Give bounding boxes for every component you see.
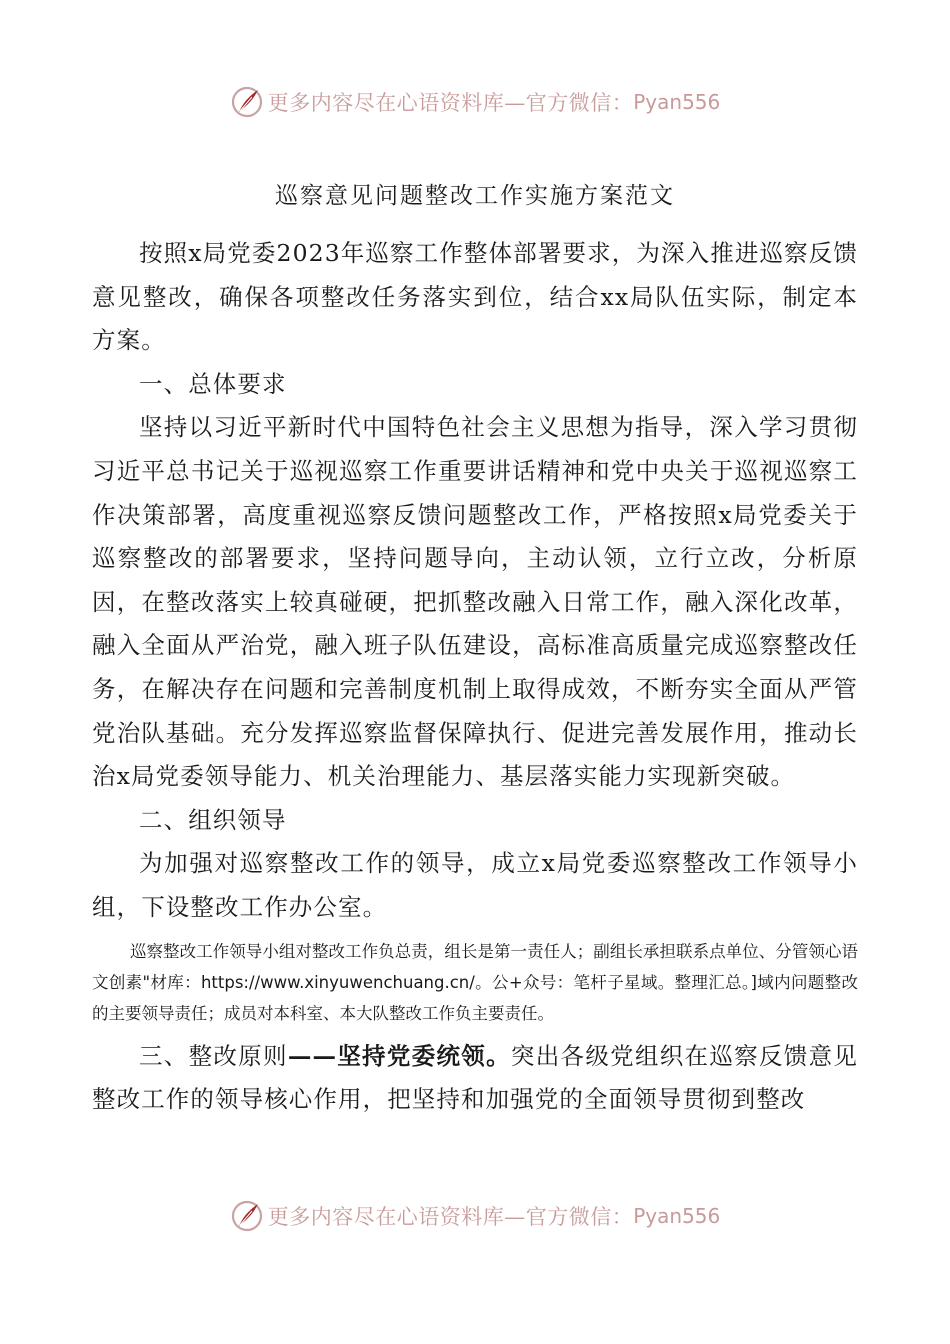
document-title: 巡察意见问题整改工作实施方案范文 xyxy=(275,183,675,209)
quill-logo-icon xyxy=(230,1199,264,1233)
section-3-bold-lead: ——坚持党委统领。 xyxy=(287,1041,511,1070)
watermark-header xyxy=(0,82,950,122)
section-3-heading: 三、整改原则 xyxy=(139,1041,288,1070)
section-3-paragraph xyxy=(92,1035,858,1122)
section-2-paragraph: 为加强对巡察整改工作的领导，成立x局党委巡察整改工作领导小组，下设整改工作办公室。 xyxy=(92,849,858,921)
inserted-note-paragraph: 巡察整改工作领导小组对整改工作负总责，组长是第一责任人；副组长承担联系点单位、分管领心语文创素"材库：https://www.xinyuwenchuang.cn/。公+众号：笔杆子星域。整理汇总。]域内问题整改的主要领导责任；成员对本科室、本大队整改工作负主要责任。 xyxy=(92,941,858,1023)
watermark-wechat-id: Pyan556 xyxy=(633,90,721,114)
document-body xyxy=(92,232,858,1122)
section-3-text: 突出各级党组织在巡察反馈意见整改工作的领导核心作用，把坚持和加强党的全面领导贯彻到整改 xyxy=(92,1041,858,1114)
watermark-text: 更多内容尽在心语资料库—官方微信： xyxy=(267,91,634,115)
watermark-wechat-id: Pyan556 xyxy=(633,1204,721,1228)
intro-paragraph: 按照x局党委2023年巡察工作整体部署要求，为深入推进巡察反馈意见整改，确保各项整改任务落实到位，结合xx局队伍实际，制定本方案。 xyxy=(92,239,858,355)
section-2-heading: 二、组织领导 xyxy=(139,805,287,834)
section-1-paragraph: 坚持以习近平新时代中国特色社会主义思想为指导，深入学习贯彻习近平总书记关于巡视巡察工作重要讲话精神和党中央关于巡视巡察工作决策部署，高度重视巡察反馈问题整改工作，严格按照x局党委关于巡察整改的部署要求，坚持问题导向，主动认领，立行立改，分析原因，在整改落实上较真碰硬，把抓整改融入日常工作，融入深化改革，融入全面从严治党，融入班子队伍建设，高标准高质量完成巡察整改任务，在解决存在问题和完善制度机制上取得成效，不断夯实全面从严管党治队基础。充分发挥巡察监督保障执行、促进完善发展作用，推动长治x局党委领导能力、机关治理能力、基层落实能力实现新突破。 xyxy=(92,413,858,791)
quill-logo-icon xyxy=(230,85,264,119)
watermark-text: 更多内容尽在心语资料库—官方微信： xyxy=(267,1205,634,1229)
section-1-heading: 一、总体要求 xyxy=(139,369,287,398)
watermark-footer xyxy=(0,1196,950,1236)
